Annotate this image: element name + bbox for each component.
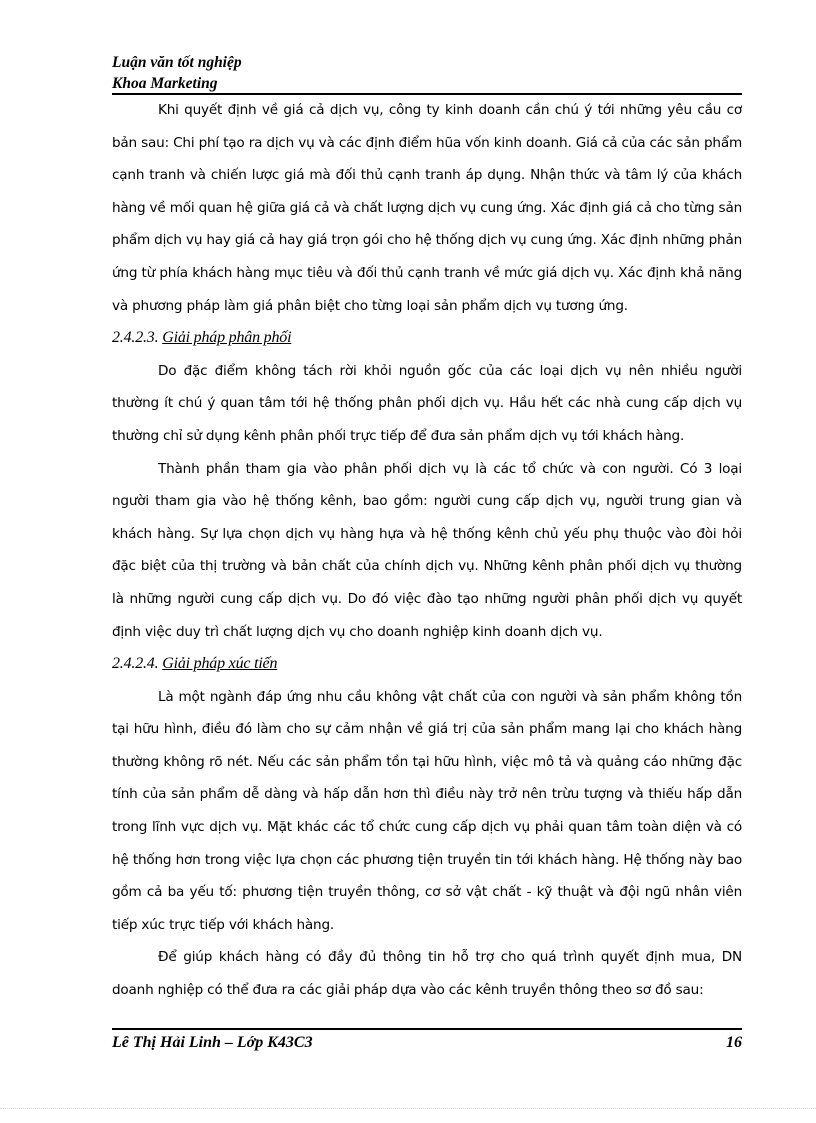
section-title: Giải pháp phân phối	[162, 329, 292, 347]
paragraph-communication: Để giúp khách hàng có đầy đủ thông tin hỗ trợ cho quá trình quyết định mua, DN doanh nghiệp có thể đưa ra các giải pháp dựa vào các kênh truyền thông theo sơ đồ sau:	[112, 949, 742, 999]
section-heading-promotion	[112, 648, 742, 681]
page-number: 16	[726, 1034, 742, 1051]
paragraph-pricing: Khi quyết định về giá cả dịch vụ, công ty kinh doanh cần chú ý tới những yêu cầu cơ bản sau: Chi phí tạo ra dịch vụ và các định điểm hũa vốn kinh doanh. Giá cả của các sản phẩm cạnh tranh và chiến lược giá mà đối thủ cạnh tranh áp dụng. Nhận thức và tâm lý của khách hàng về mối quan hệ giữa giá cả và chất lượng dịch vụ cung ứng. Xác định giá cả cho từng sản phẩm dịch vụ hay giá cả hay giá trọn gói cho hệ thống dịch vụ cung ứng. Xác định những phản ứng từ phía khách hàng mục tiêu và đối thủ cạnh tranh về mức giá dịch vụ. Xác định khả năng và phương pháp làm giá phân biệt cho từng loại sản phẩm dịch vụ tương ứng.	[112, 102, 742, 314]
header-thesis-title: Luận văn tốt nghiệp	[112, 54, 242, 71]
paragraph-promotion: Là một ngành đáp ứng nhu cầu không vật chất của con người và sản phẩm không tồn tại hữu hình, điều đó làm cho sự cảm nhận về giá trị của sản phẩm mang lại cho khách hàng thường không rõ nét. Nếu các sản phẩm tồn tại hữu hình, việc mô tả và quảng cáo những đặc tính của sản phẩm dễ dàng và hấp dẫn hơn thì điều này trở nên trừu tượng và thiếu hấp dẫn trong lĩnh vực dịch vụ. Mặt khác các tổ chức cung cấp dịch vụ phải quan tâm toàn diện và có hệ thống hơn trong việc lựa chọn các phương tiện truyền tin tới khách hàng. Hệ thống này bao gồm cả ba yếu tố: phương tiện truyền thông, cơ sở vật chất - kỹ thuật và đội ngũ nhân viên tiếp xúc trực tiếp với khách hàng.	[112, 688, 742, 933]
footer-divider	[112, 1028, 742, 1030]
page-edge	[0, 1108, 816, 1109]
header-faculty: Khoa Marketing	[112, 75, 218, 92]
section-number: 2.4.2.3.	[112, 329, 159, 347]
paragraph-distribution-participants: Thành phần tham gia vào phân phối dịch vụ là các tổ chức và con người. Có 3 loại người tham gia vào hệ thống kênh, bao gồm: người cung cấp dịch vụ, người trung gian và khách hàng. Sự lựa chọn dịch vụ hàng hựa và hệ thống kênh chủ yếu phụ thuộc vào đòi hỏi đặc biệt của thị trường và bản chất của chính dịch vụ. Những kênh phân phối dịch vụ thường là những người cung cấp dịch vụ. Do đó việc đào tạo những người phân phối dịch vụ quyết định việc duy trì chất lượng dịch vụ cho doanh nghiệp kinh doanh dịch vụ.	[112, 460, 742, 640]
section-title: Giải pháp xúc tiến	[162, 655, 278, 673]
page-header	[112, 52, 742, 94]
section-number: 2.4.2.4.	[112, 655, 159, 673]
page-body	[112, 94, 742, 1007]
page-footer	[112, 1032, 742, 1054]
paragraph-distribution-intro: Do đặc điểm không tách rời khỏi nguồn gốc của các loại dịch vụ nên nhiều người thường ít chú ý quan tâm tới hệ thống phân phối dịch vụ. Hầu hết các nhà cung cấp dịch vụ thường chỉ sử dụng kênh phân phối trực tiếp để đưa sản phẩm dịch vụ tới khách hàng.	[112, 362, 742, 444]
footer-author: Lê Thị Hải Linh – Lớp K43C3	[112, 1034, 313, 1051]
section-heading-distribution	[112, 322, 742, 355]
